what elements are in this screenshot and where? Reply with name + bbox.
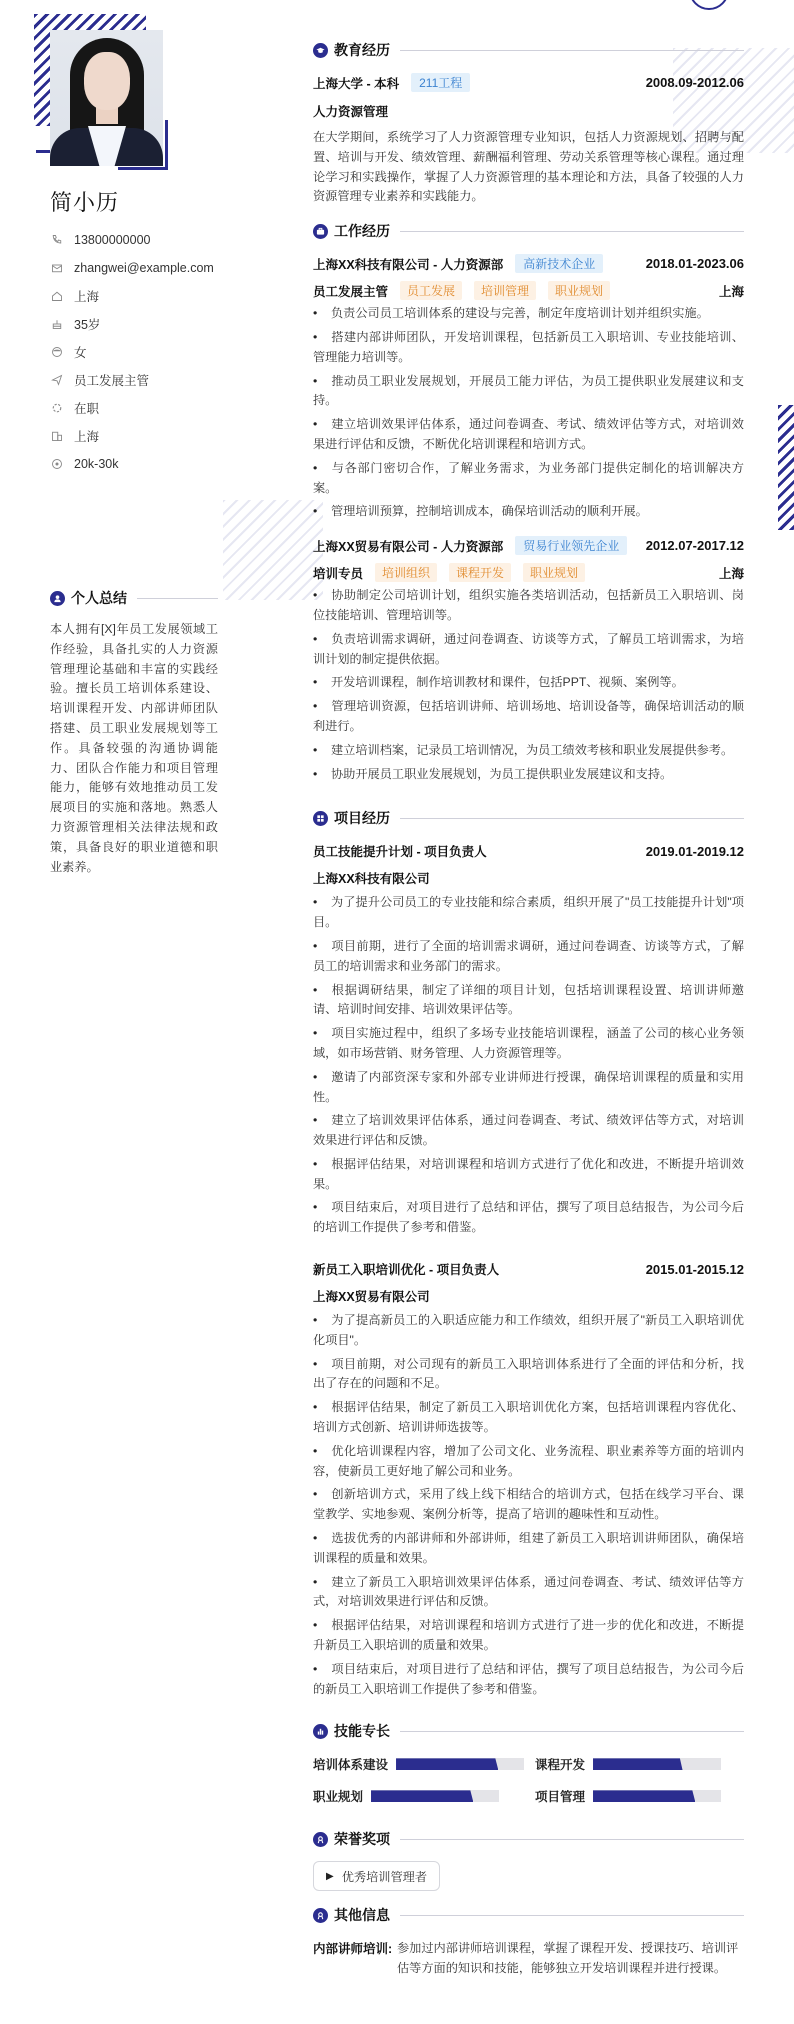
bullet-item: • 项目结束后，对项目进行了总结和评估，撰写了项目总结报告，为公司今后的新员工入职培训工作提供了参考和借鉴。	[313, 1660, 744, 1700]
award-chip	[313, 1861, 440, 1891]
job-entry	[313, 254, 744, 522]
project-date: 2019.01-2019.12	[645, 843, 744, 859]
divider	[400, 818, 744, 819]
divider	[400, 1731, 744, 1732]
send-icon	[50, 373, 64, 387]
skill-item	[313, 1755, 535, 1773]
bullet-item: • 为了提高新员工的入职适应能力和工作绩效，组织开展了"新员工入职培训优化项目"。	[313, 1311, 744, 1351]
project-name: 员工技能提升计划 - 项目负责人	[313, 845, 487, 860]
section-title: 其他信息	[334, 1907, 390, 1924]
bullet-item: • 根据调研结果，制定了详细的项目计划，包括培训课程设置、培训讲师邀请、培训时间安排、培训效果评估等。	[313, 981, 744, 1021]
other-section	[313, 1905, 744, 1979]
candidate-name: 简小历	[50, 190, 120, 215]
briefcase-icon	[313, 224, 328, 239]
gender-icon	[50, 345, 64, 359]
bullet-item: • 协助开展员工职业发展规划，为员工提供职业发展建议和支持。	[313, 765, 744, 785]
salary-icon	[50, 457, 64, 471]
job-bullets	[313, 586, 744, 784]
divider	[137, 598, 218, 599]
bullet-item: • 建立培训档案，记录员工培训情况，为员工绩效考核和职业发展提供参考。	[313, 741, 744, 761]
skills-section	[313, 1721, 744, 1805]
job-position: 员工发展主管	[313, 284, 389, 299]
info-location: 上海	[50, 282, 214, 310]
section-header	[313, 40, 744, 60]
bullet-item: • 根据评估结果，对培训课程和培训方式进行了优化和改进，不断提升培训效果。	[313, 1155, 744, 1195]
job-date: 2018.01-2023.06	[645, 256, 744, 272]
bullet-item: • 选拔优秀的内部讲师和外部讲师，组建了新员工入职培训讲师团队，确保培训课程的质量和效果。	[313, 1529, 744, 1569]
skill-fill	[593, 1758, 683, 1770]
main-content	[313, 40, 744, 1979]
info-icon	[313, 1908, 328, 1923]
skill-tag: 课程开发	[449, 563, 511, 582]
avatar-photo	[50, 30, 163, 166]
section-header	[313, 1905, 744, 1925]
info-status: 在职	[50, 394, 214, 422]
award-icon	[313, 1832, 328, 1847]
skill-tag: 培训管理	[474, 281, 536, 300]
phone-icon	[50, 233, 64, 247]
company-tag: 贸易行业领先企业	[515, 536, 627, 555]
grid-icon	[313, 811, 328, 826]
decorative-dash	[36, 150, 50, 153]
job-location: 上海	[718, 566, 744, 581]
info-position: 员工发展主管	[50, 366, 214, 394]
major: 人力资源管理	[313, 105, 389, 119]
bullet-item: • 建立了新员工入职培训效果评估体系，通过问卷调查、考试、绩效评估等方式，对培训效果进行评估和反馈。	[313, 1573, 744, 1613]
bullet-item: • 根据评估结果，对培训课程和培训方式进行了进一步的优化和改进，不断提升新员工入职培训的质量和效果。	[313, 1616, 744, 1656]
decorative-stripes-edge	[778, 405, 794, 530]
other-text: 参加过内部讲师培训课程，掌握了课程开发、授课技巧、培训评估等方面的知识和技能，能够独立开发培训课程并进行授课。	[397, 1941, 739, 1976]
project-company: 上海XX科技有限公司	[313, 872, 430, 887]
bullet-item: • 协助制定公司培训计划，组织实施各类培训活动，包括新员工入职培训、岗位技能培训、管理培训等。	[313, 586, 744, 626]
section-header	[50, 588, 218, 608]
project-bullets	[313, 1311, 744, 1699]
section-header	[313, 1829, 744, 1849]
bullet-item: • 为了提升公司员工的专业技能和综合素质，组织开展了"员工技能提升计划"项目。	[313, 893, 744, 933]
job-entry	[313, 536, 744, 784]
divider	[400, 1915, 744, 1916]
user-icon	[50, 591, 65, 606]
graduation-cap-icon	[313, 43, 328, 58]
skill-bar	[593, 1790, 721, 1802]
status-icon	[50, 401, 64, 415]
job-location: 上海	[718, 284, 744, 299]
decorative-stripes-light-mid	[223, 500, 323, 600]
bullet-item: • 邀请了内部资深专家和外部专业讲师进行授课，确保培训课程的质量和实用性。	[313, 1068, 744, 1108]
skill-tag: 职业规划	[548, 281, 610, 300]
education-row	[313, 73, 744, 92]
section-title: 教育经历	[334, 42, 390, 58]
other-item	[313, 1939, 744, 1979]
bullet-item: • 搭建内部讲师团队，开发培训课程，包括新员工入职培训、专业技能培训、管理能力培训等。	[313, 328, 744, 368]
skill-fill	[593, 1790, 695, 1802]
skill-bar	[593, 1758, 721, 1770]
mail-icon	[50, 261, 64, 275]
skill-item	[313, 1787, 535, 1805]
section-header	[313, 1721, 744, 1741]
bullet-item: • 创新培训方式，采用了线上线下相结合的培训方式，包括在线学习平台、课堂教学、实地参观、案例分析等，提高了培训的趣味性和互动性。	[313, 1485, 744, 1525]
school-tag: 211工程	[411, 73, 470, 92]
bullet-item: • 开发培训课程，制作培训教材和课件，包括PPT、视频、案例等。	[313, 673, 744, 693]
bullet-item: • 与各部门密切合作，了解业务需求，为业务部门提供定制化的培训解决方案。	[313, 459, 744, 499]
other-label: 内部讲师培训:	[313, 1942, 393, 1957]
project-company: 上海XX贸易有限公司	[313, 1290, 430, 1305]
decorative-circle	[689, 0, 729, 10]
education-date: 2008.09-2012.06	[645, 75, 744, 90]
skill-name: 项目管理	[535, 1790, 586, 1805]
skill-fill	[396, 1758, 498, 1770]
school-name: 上海大学 - 本科	[313, 76, 400, 91]
bullet-item: • 根据评估结果，制定了新员工入职培训优化方案，包括培训课程内容优化、培训方式创新、培训讲师选拔等。	[313, 1398, 744, 1438]
info-salary: 20k-30k	[50, 450, 214, 478]
bullet-item: • 建立培训效果评估体系，通过问卷调查、考试、绩效评估等方式，对培训效果进行评估和反馈，不断优化培训课程和培训方式。	[313, 415, 744, 455]
section-title: 技能专长	[334, 1723, 390, 1740]
bullet-item: • 项目实施过程中，组织了多场专业技能培训课程，涵盖了公司的核心业务领域，如市场营销、财务管理、人力资源管理等。	[313, 1024, 744, 1064]
project-entry	[313, 842, 744, 1238]
section-title: 项目经历	[334, 810, 390, 827]
skill-tag: 培训组织	[375, 563, 437, 582]
info-email: zhangwei@example.com	[50, 254, 214, 282]
skill-name: 培训体系建设	[313, 1758, 389, 1773]
work-section	[313, 221, 744, 784]
summary-text: 本人拥有[X]年员工发展领域工作经验，具备扎实的人力资源管理理论基础和丰富的实践经验。擅长员工培训体系建设、培训课程开发、内部讲师团队搭建、员工职业发展规划等工作。具备较强的沟通协调能力、团队合作能力和项目管理能力，能够有效地推动员工发展项目的实施和落地。熟悉人力资源管理相关法律法规和政策，具备良好的职业道德和职业素养。	[50, 622, 218, 874]
bar-chart-icon	[313, 1724, 328, 1739]
skill-item	[535, 1787, 735, 1805]
info-gender: 女	[50, 338, 214, 366]
bullet-item: • 管理培训资源，包括培训讲师、培训场地、培训设备等，确保培训活动的顺利进行。	[313, 697, 744, 737]
section-title: 工作经历	[334, 223, 390, 240]
divider	[400, 50, 744, 51]
bullet-item: • 负责培训需求调研，通过问卷调查、访谈等方式，了解员工培训需求，为培训计划的制定提供依据。	[313, 630, 744, 670]
bullet-item: • 管理培训预算，控制培训成本，确保培训活动的顺利开展。	[313, 502, 744, 522]
education-description: 在大学期间，系统学习了人力资源管理专业知识，包括人力资源规划、招聘与配置、培训与开发、绩效管理、薪酬福利管理、劳动关系管理等核心课程。通过理论学习和实践操作，掌握了人力资源管理的基本理论和方法，具备了较强的人力资源管理专业素养和实践能力。	[313, 130, 744, 204]
bullet-item: • 项目结束后，对项目进行了总结和评估，撰写了项目总结报告，为公司今后的培训工作提供了参考和借鉴。	[313, 1198, 744, 1238]
company-tag: 高新技术企业	[515, 254, 603, 273]
info-phone: 13800000000	[50, 226, 214, 254]
bullet-item: • 推动员工职业发展规划，开展员工能力评估，为员工提供职业发展建议和支持。	[313, 372, 744, 412]
contact-info-list	[50, 226, 214, 478]
company-name: 上海XX贸易有限公司 - 人力资源部	[313, 539, 504, 554]
divider	[400, 231, 744, 232]
section-title: 个人总结	[71, 590, 127, 606]
skill-bar	[396, 1758, 524, 1770]
awards-section	[313, 1829, 744, 1891]
bullet-item: • 建立了培训效果评估体系，通过问卷调查、考试、绩效评估等方式，对培训效果进行评估和反馈。	[313, 1111, 744, 1151]
skill-bar	[371, 1790, 499, 1802]
job-bullets	[313, 304, 744, 522]
skill-item	[535, 1755, 735, 1773]
bullet-item: • 项目前期，对公司现有的新员工入职培训体系进行了全面的评估和分析，找出了存在的问题和不足。	[313, 1355, 744, 1395]
project-date: 2015.01-2015.12	[645, 1261, 744, 1277]
project-bullets	[313, 893, 744, 1238]
building-icon	[50, 429, 64, 443]
project-name: 新员工入职培训优化 - 项目负责人	[313, 1263, 500, 1278]
projects-section	[313, 808, 744, 1699]
company-name: 上海XX科技有限公司 - 人力资源部	[313, 257, 504, 272]
bullet-item: • 优化培训课程内容，增加了公司文化、业务流程、职业素养等方面的培训内容，使新员工更好地了解公司和业务。	[313, 1442, 744, 1482]
job-position: 培训专员	[313, 566, 364, 581]
award-label: 优秀培训管理者	[341, 1869, 428, 1884]
skills-grid	[313, 1755, 744, 1805]
skill-name: 课程开发	[535, 1758, 586, 1773]
divider	[400, 1839, 744, 1840]
skill-name: 职业规划	[313, 1790, 364, 1805]
education-section	[313, 40, 744, 207]
section-title: 荣誉奖项	[334, 1831, 390, 1848]
project-entry	[313, 1260, 744, 1699]
cake-icon	[50, 317, 64, 331]
home-icon	[50, 289, 64, 303]
skill-fill	[371, 1790, 473, 1802]
skill-tag: 员工发展	[400, 281, 462, 300]
skill-tag: 职业规划	[523, 563, 585, 582]
summary-section	[50, 588, 218, 877]
info-age: 35岁	[50, 310, 214, 338]
triangle-icon: ▶	[326, 1870, 334, 1882]
section-header	[313, 808, 744, 828]
bullet-item: • 项目前期，进行了全面的培训需求调研，通过问卷调查、访谈等方式，了解员工的培训需求和业务部门的需求。	[313, 937, 744, 977]
job-date: 2012.07-2017.12	[645, 538, 744, 554]
section-header	[313, 221, 744, 241]
info-city: 上海	[50, 422, 214, 450]
bullet-item: • 负责公司员工培训体系的建设与完善，制定年度培训计划并组织实施。	[313, 304, 744, 324]
